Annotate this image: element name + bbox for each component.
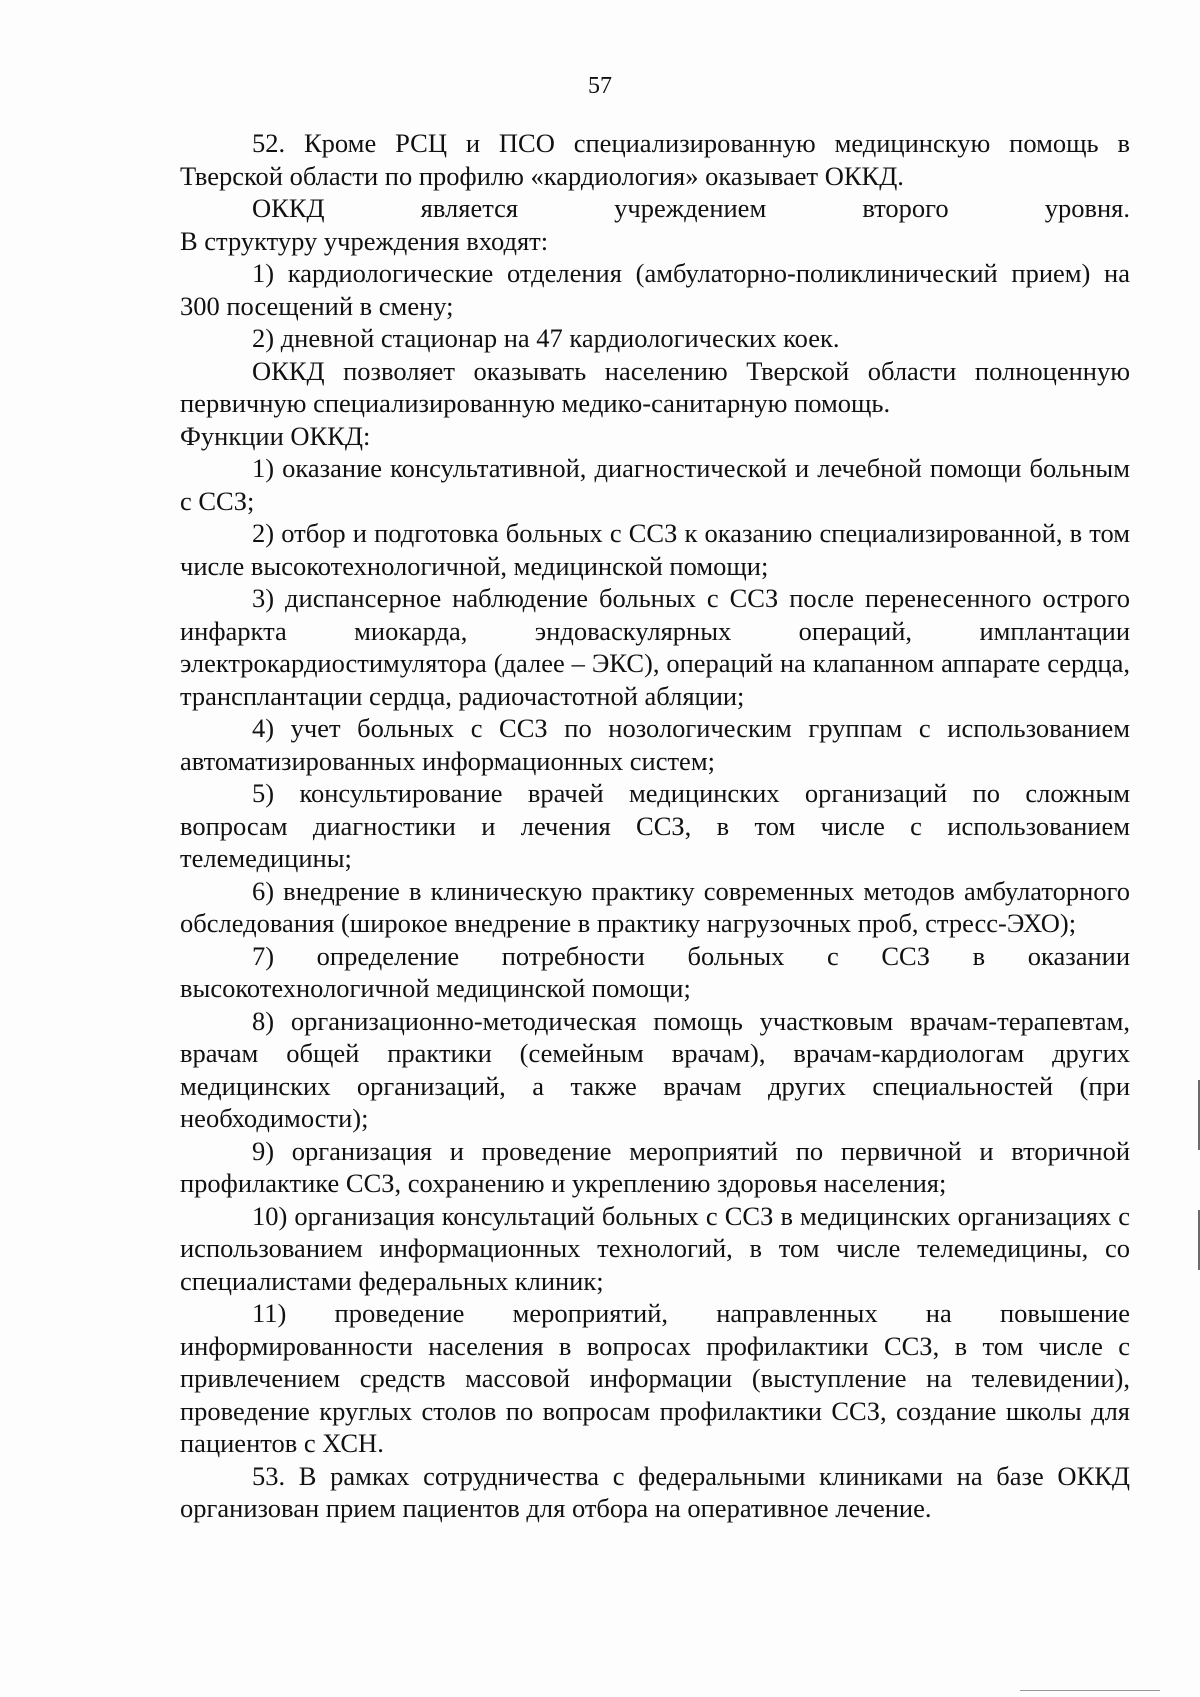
function-item-8: 8) организационно-методическая помощь участковым врачам-терапевтам, врачам общей практики (семейным врачам), врачам-кардиологам других медицинских организаций, а также врачам других специальностей (при необходимости); <box>180 1005 1130 1133</box>
structure-item-1: 1) кардиологические отделения (амбулаторно-поликлинический прием) на 300 посещений в смену; <box>180 258 1130 321</box>
function-item-10: 10) организация консультаций больных с ССЗ в медицинских организациях с использованием информационных технологий, в том числе телемедицины, со специалистами федеральных клиник; <box>180 1200 1130 1296</box>
function-item-6: 6) внедрение в клиническую практику современных методов амбулаторного обследования (широкое внедрение в практику нагрузочных проб, стресс-ЭХО); <box>180 875 1130 938</box>
paragraph-okkd-care: ОККД позволяет оказывать населению Тверской области полноценную первичную специализированную медико-санитарную помощь. <box>180 355 1130 418</box>
structure-item-2: 2) дневной стационар на 47 кардиологических коек. <box>252 323 840 353</box>
page-number: 57 <box>588 73 612 99</box>
function-item-3: 3) диспансерное наблюдение больных с ССЗ после перенесенного острого инфаркта миокарда, эндоваскулярных операций, имплантации электрокардиостимулятора (далее – ЭКС), операций на клапанном аппарате сердца, трансплантации сердца, радиочастотной абляции; <box>180 583 1130 711</box>
scan-edge-mark <box>1020 1690 1160 1691</box>
paragraph-53: 53. В рамках сотрудничества с федеральными клиниками на базе ОККД организован прием пациентов для отбора на оперативное лечение. <box>180 1460 1130 1523</box>
function-item-4: 4) учет больных с ССЗ по нозологическим группам с использованием автоматизированных информационных систем; <box>180 713 1130 776</box>
paragraph-functions-heading: Функции ОККД: <box>180 420 371 451</box>
paragraph-52: 52. Кроме РСЦ и ПСО специализированную медицинскую помощь в Тверской области по профилю «кардиология» оказывает ОККД. <box>180 128 1130 191</box>
paragraph-structure-intro: В структуру учреждения входят: <box>180 225 549 256</box>
function-item-2: 2) отбор и подготовка больных с ССЗ к оказанию специализированной, в том числе высокотехнологичной, медицинской помощи; <box>180 518 1130 581</box>
function-item-11: 11) проведение мероприятий, направленных на повышение информированности населения в вопросах профилактики ССЗ, в том числе с привлечением средств массовой информации (выступление на телевидении), проведение круглых столов по вопросам профилактики ССЗ, создание школы для пациентов с ХСН. <box>180 1298 1130 1458</box>
function-item-1: 1) оказание консультативной, диагностической и лечебной помощи больным с ССЗ; <box>180 453 1130 516</box>
paragraph-okkd-level: ОККД является учреждением второго уровня. <box>252 193 1130 223</box>
function-item-5: 5) консультирование врачей медицинских организаций по сложным вопросам диагностики и лечения ССЗ, в том числе с использованием телемедицины; <box>180 778 1130 873</box>
function-item-9: 9) организация и проведение мероприятий по первичной и вторичной профилактике ССЗ, сохранению и укреплению здоровья населения; <box>180 1135 1130 1198</box>
document-body <box>180 127 1130 1525</box>
function-item-7: 7) определение потребности больных с ССЗ в оказании высокотехнологичной медицинской помощи; <box>180 940 1130 1003</box>
